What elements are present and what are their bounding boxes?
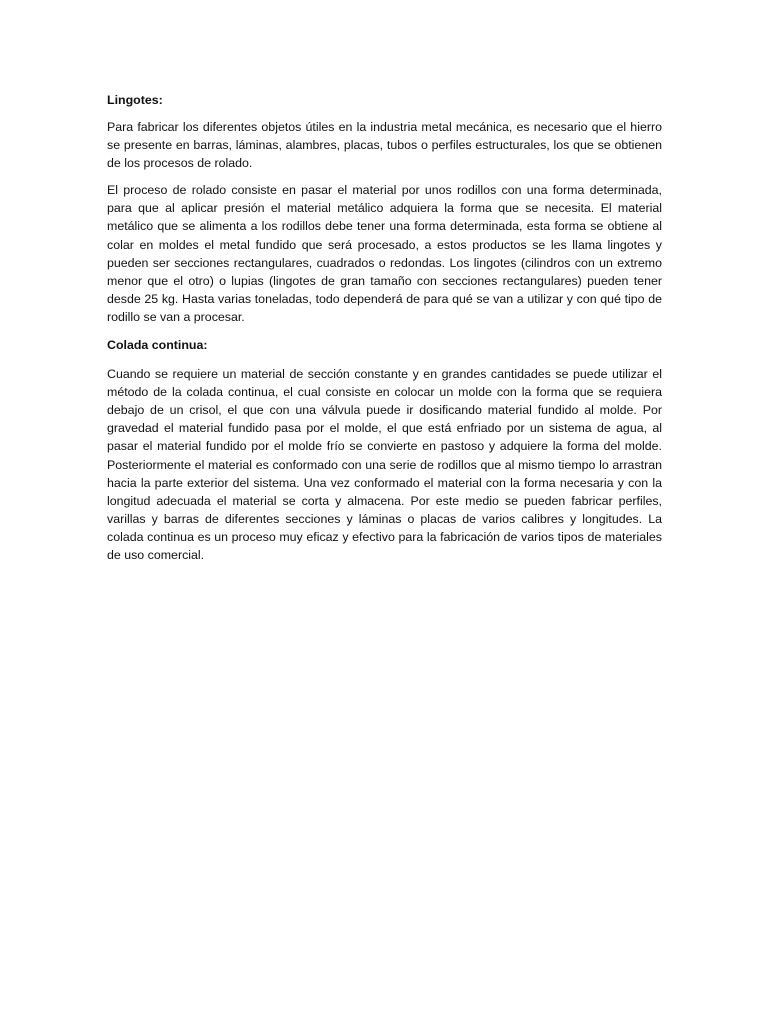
paragraph-intro: Para fabricar los diferentes objetos útiles en la industria metal mecánica, es necesario que el hierro se presente en barras, láminas, alambres, placas, tubos o perfiles estructurales, los que se obtienen de los procesos de rolado. [107, 120, 662, 171]
document-page [107, 90, 662, 564]
paragraph-colada: Cuando se requiere un material de sección constante y en grandes cantidades se puede utilizar el método de la colada continua, el cual consiste en colocar un molde con la forma que se requiera debajo de un crisol, el que con una válvula puede ir dosificando material fundido al molde. Por gravedad el material fundido pasa por el molde, el que está enfriado por un sistema de agua, al pasar el material fundido por el molde frío se convierte en pastoso y adquiere la forma del molde. Posteriormente el material es conformado con una serie de rodillos que al mismo tiempo lo arrastran hacia la parte exterior del sistema. Una vez conformado el material con la forma necesaria y con la longitud adecuada el material se corta y almacena. Por este medio se pueden fabricar perfiles, varillas y barras de diferentes secciones y láminas o placas de varios calibres y longitudes. La colada continua es un proceso muy eficaz y efectivo para la fabricación de varios tipos de materiales de uso comercial. [107, 367, 662, 562]
heading-lingotes: Lingotes: [107, 93, 163, 107]
heading-colada-continua: Colada continua: [107, 338, 208, 353]
paragraph-rolado: El proceso de rolado consiste en pasar el material por unos rodillos con una forma determinada, para que al aplicar presión el material metálico adquiera la forma que se necesita. El material metálico que se alimenta a los rodillos debe tener una forma determinada, esta forma se obtiene al colar en moldes el metal fundido que será procesado, a estos productos se les llama lingotes y pueden ser secciones rectangulares, cuadrados o redondas. Los lingotes (cilindros con un extremo menor que el otro) o lupias (lingotes de gran tamaño con secciones rectangulares) pueden tener desde 25 kg. Hasta varias toneladas, todo dependerá de para qué se van a utilizar y con qué tipo de rodillo se van a procesar. [107, 183, 662, 324]
